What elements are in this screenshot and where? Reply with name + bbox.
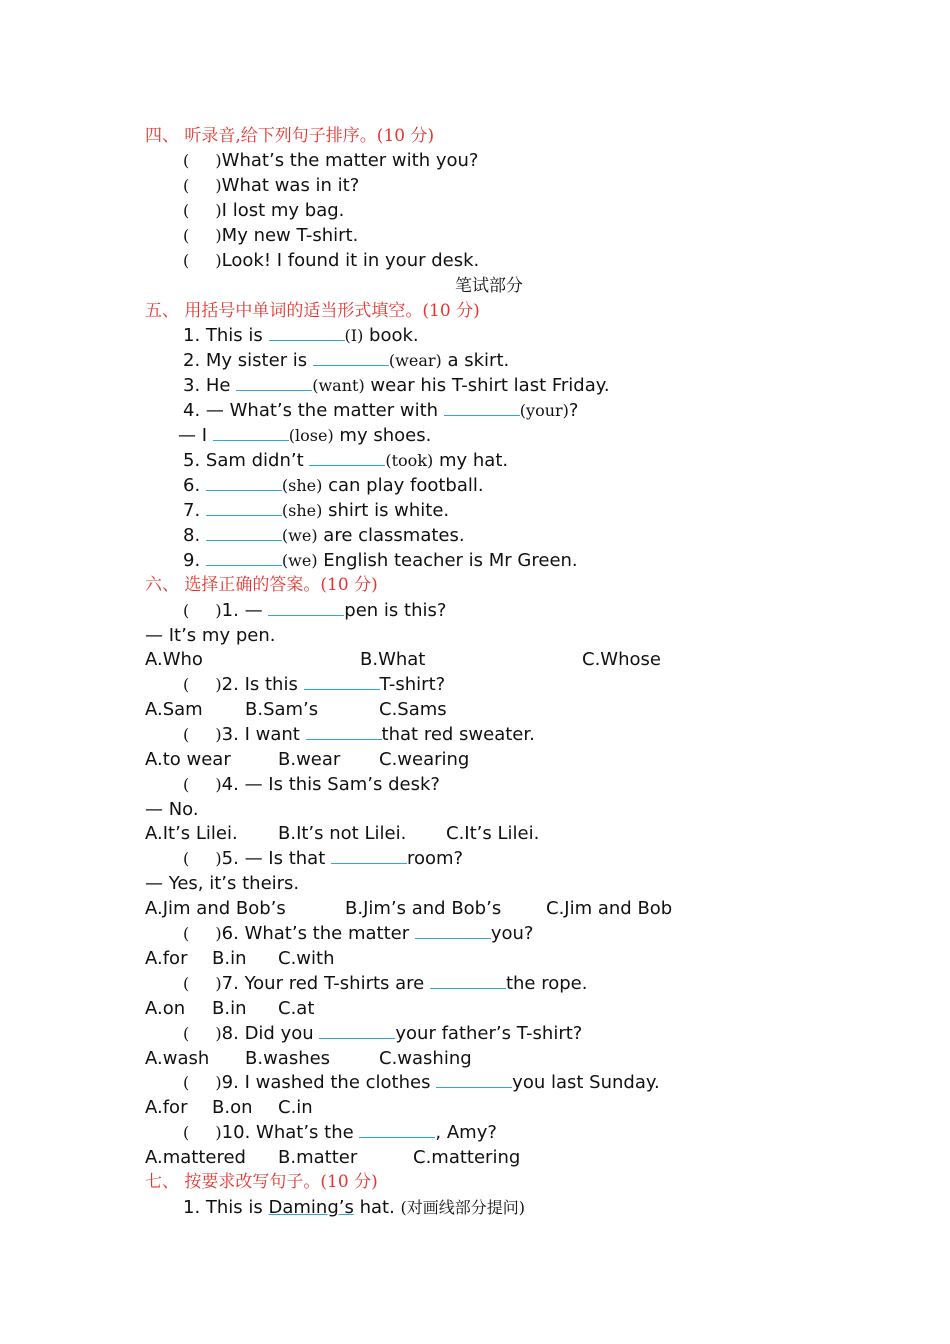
option-c[interactable]: C.Sams bbox=[379, 699, 447, 720]
s6-q7: ( )7. Your red T-shirts are the rope. bbox=[183, 973, 588, 994]
answer-blank[interactable] bbox=[206, 476, 282, 491]
option-a[interactable]: A.Who bbox=[145, 649, 203, 670]
option-a[interactable]: A.wash bbox=[145, 1048, 210, 1069]
s4-item-3: ( )I lost my bag. bbox=[183, 200, 345, 221]
answer-blank[interactable] bbox=[313, 351, 389, 366]
option-a[interactable]: A.mattered bbox=[145, 1147, 246, 1168]
s6-q3: ( )3. I want that red sweater. bbox=[183, 724, 535, 745]
s4-item-1: ( )What’s the matter with you? bbox=[183, 150, 479, 171]
answer-blank[interactable] bbox=[269, 326, 345, 341]
option-c[interactable]: C.It’s Lilei. bbox=[446, 823, 540, 844]
answer-blank[interactable] bbox=[304, 675, 380, 690]
section-4-heading: 四、 听录音,给下列句子排序。(10 分) bbox=[145, 126, 435, 146]
s5-q3: 3. He (want) wear his T-shirt last Friday. bbox=[183, 375, 610, 396]
section-7-heading: 七、 按要求改写句子。(10 分) bbox=[145, 1172, 378, 1192]
answer-blank[interactable] bbox=[306, 725, 382, 740]
option-b[interactable]: B.wear bbox=[278, 749, 341, 770]
answer-blank[interactable] bbox=[359, 1123, 435, 1138]
s5-q4a: 4. — What’s the matter with (your)? bbox=[183, 400, 579, 421]
option-b[interactable]: B.Jim’s and Bob’s bbox=[345, 898, 502, 919]
answer-blank[interactable] bbox=[436, 1073, 512, 1088]
s6-q9: ( )9. I washed the clothes you last Sunday. bbox=[183, 1072, 660, 1093]
s4-item-2: ( )What was in it? bbox=[183, 175, 360, 196]
s6-q5: ( )5. — Is that room? bbox=[183, 848, 464, 869]
option-b[interactable]: B.in bbox=[212, 998, 247, 1019]
underlined-word: Daming’s bbox=[268, 1197, 354, 1218]
option-b[interactable]: B.on bbox=[212, 1097, 253, 1118]
option-b[interactable]: B.washes bbox=[245, 1048, 331, 1069]
s6-q6: ( )6. What’s the matter you? bbox=[183, 923, 534, 944]
answer-blank[interactable] bbox=[236, 376, 312, 391]
s5-q4b: — I (lose) my shoes. bbox=[178, 425, 432, 446]
s7-q1: 1. This is Daming’s hat. (对画线部分提问) bbox=[183, 1197, 526, 1218]
option-a[interactable]: A.Jim and Bob’s bbox=[145, 898, 286, 919]
s5-q5: 5. Sam didn’t (took) my hat. bbox=[183, 450, 509, 471]
option-b[interactable]: B.What bbox=[360, 649, 426, 670]
written-part-title: 笔试部分 bbox=[455, 276, 523, 296]
s6-q8: ( )8. Did you your father’s T-shirt? bbox=[183, 1023, 583, 1044]
s6-q1: ( )1. — pen is this? bbox=[183, 600, 447, 621]
section-6-heading: 六、 选择正确的答案。(10 分) bbox=[145, 575, 378, 595]
option-b[interactable]: B.It’s not Lilei. bbox=[278, 823, 407, 844]
option-c[interactable]: C.in bbox=[278, 1097, 313, 1118]
s5-q1: 1. This is (I) book. bbox=[183, 325, 419, 346]
option-c[interactable]: C.with bbox=[278, 948, 335, 969]
s5-q9: 9. (we) English teacher is Mr Green. bbox=[183, 550, 578, 571]
answer-blank[interactable] bbox=[331, 849, 407, 864]
option-c[interactable]: C.washing bbox=[379, 1048, 472, 1069]
option-a[interactable]: A.to wear bbox=[145, 749, 231, 770]
option-a[interactable]: A.Sam bbox=[145, 699, 203, 720]
option-b[interactable]: B.in bbox=[212, 948, 247, 969]
option-a[interactable]: A.on bbox=[145, 998, 186, 1019]
answer-blank[interactable] bbox=[206, 501, 282, 516]
option-b[interactable]: B.matter bbox=[278, 1147, 358, 1168]
option-a[interactable]: A.for bbox=[145, 948, 188, 969]
s6-q2: ( )2. Is this T-shirt? bbox=[183, 674, 446, 695]
section-5-heading: 五、 用括号中单词的适当形式填空。(10 分) bbox=[145, 301, 480, 321]
s6-q1-reply: — It’s my pen. bbox=[145, 625, 276, 646]
answer-blank[interactable] bbox=[206, 551, 282, 566]
s6-q4-reply: — No. bbox=[145, 799, 199, 820]
option-a[interactable]: A.It’s Lilei. bbox=[145, 823, 238, 844]
s5-q6: 6. (she) can play football. bbox=[183, 475, 484, 496]
answer-blank[interactable] bbox=[268, 601, 344, 616]
answer-blank[interactable] bbox=[319, 1024, 395, 1039]
option-c[interactable]: C.at bbox=[278, 998, 315, 1019]
answer-blank[interactable] bbox=[206, 526, 282, 541]
answer-blank[interactable] bbox=[444, 401, 520, 416]
option-c[interactable]: C.Jim and Bob bbox=[546, 898, 673, 919]
option-c[interactable]: C.mattering bbox=[413, 1147, 521, 1168]
s5-q7: 7. (she) shirt is white. bbox=[183, 500, 450, 521]
s4-item-4: ( )My new T-shirt. bbox=[183, 225, 359, 246]
s6-q10: ( )10. What’s the , Amy? bbox=[183, 1122, 497, 1143]
option-a[interactable]: A.for bbox=[145, 1097, 188, 1118]
s5-q8: 8. (we) are classmates. bbox=[183, 525, 465, 546]
s5-q2: 2. My sister is (wear) a skirt. bbox=[183, 350, 510, 371]
s4-item-5: ( )Look! I found it in your desk. bbox=[183, 250, 480, 271]
s6-q5-reply: — Yes, it’s theirs. bbox=[145, 873, 300, 894]
option-b[interactable]: B.Sam’s bbox=[245, 699, 319, 720]
answer-blank[interactable] bbox=[415, 924, 491, 939]
answer-blank[interactable] bbox=[309, 451, 385, 466]
answer-blank[interactable] bbox=[430, 974, 506, 989]
option-c[interactable]: C.Whose bbox=[582, 649, 661, 670]
answer-blank[interactable] bbox=[213, 426, 289, 441]
s6-q4: ( )4. — Is this Sam’s desk? bbox=[183, 774, 440, 795]
option-c[interactable]: C.wearing bbox=[379, 749, 470, 770]
